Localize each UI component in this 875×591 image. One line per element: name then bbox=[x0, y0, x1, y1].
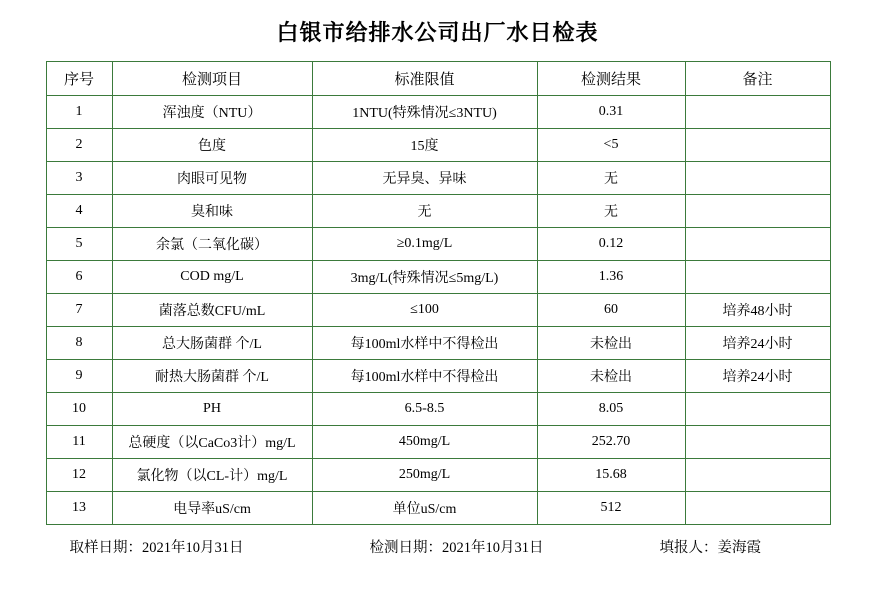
table-row bbox=[46, 360, 830, 393]
table-row bbox=[46, 195, 830, 228]
cell-remark bbox=[685, 492, 830, 525]
cell-item: 浑浊度（NTU） bbox=[112, 96, 312, 129]
cell-result: 0.31 bbox=[537, 96, 685, 129]
cell-no: 4 bbox=[46, 195, 112, 228]
cell-no: 12 bbox=[46, 459, 112, 492]
test-date: 检测日期：2021年10月31日 bbox=[369, 540, 544, 556]
cell-no: 13 bbox=[46, 492, 112, 525]
cell-remark bbox=[685, 261, 830, 294]
cell-standard: 15度 bbox=[312, 129, 537, 162]
cell-item: 耐热大肠菌群 个/L bbox=[112, 360, 312, 393]
table-row bbox=[46, 261, 830, 294]
table-header bbox=[46, 62, 830, 96]
column-header-item: 检测项目 bbox=[112, 62, 312, 96]
cell-item: 氯化物（以CL-计）mg/L bbox=[112, 459, 312, 492]
cell-item: 电导率uS/cm bbox=[112, 492, 312, 525]
cell-item: 余氯（二氧化碳） bbox=[112, 228, 312, 261]
cell-standard: 450mg/L bbox=[312, 426, 537, 459]
cell-standard: 每100ml水样中不得检出 bbox=[312, 327, 537, 360]
cell-remark: 培养24小时 bbox=[685, 360, 830, 393]
cell-remark bbox=[685, 426, 830, 459]
table-row bbox=[46, 393, 830, 426]
cell-standard: 单位uS/cm bbox=[312, 492, 537, 525]
cell-no: 9 bbox=[46, 360, 112, 393]
column-header-remark: 备注 bbox=[685, 62, 830, 96]
cell-remark bbox=[685, 129, 830, 162]
cell-result: 1.36 bbox=[537, 261, 685, 294]
table-row bbox=[46, 426, 830, 459]
table-row bbox=[46, 96, 830, 129]
cell-no: 11 bbox=[46, 426, 112, 459]
cell-standard: 3mg/L(特殊情况≤5mg/L) bbox=[312, 261, 537, 294]
cell-remark bbox=[685, 228, 830, 261]
water-quality-table bbox=[46, 61, 831, 525]
cell-no: 1 bbox=[46, 96, 112, 129]
reporter: 填报人：姜海霞 bbox=[659, 540, 761, 556]
cell-item: 肉眼可见物 bbox=[112, 162, 312, 195]
cell-item: COD mg/L bbox=[112, 261, 312, 294]
cell-result: 未检出 bbox=[537, 327, 685, 360]
cell-remark bbox=[685, 459, 830, 492]
cell-no: 3 bbox=[46, 162, 112, 195]
table-row bbox=[46, 459, 830, 492]
column-header-no: 序号 bbox=[46, 62, 112, 96]
cell-result: 未检出 bbox=[537, 360, 685, 393]
cell-remark bbox=[685, 393, 830, 426]
column-header-std: 标准限值 bbox=[312, 62, 537, 96]
cell-standard: 无 bbox=[312, 195, 537, 228]
report-table-container bbox=[46, 61, 830, 525]
table-row bbox=[46, 492, 830, 525]
cell-no: 10 bbox=[46, 393, 112, 426]
cell-result: 15.68 bbox=[537, 459, 685, 492]
table-header-row bbox=[46, 62, 830, 96]
cell-item: 臭和味 bbox=[112, 195, 312, 228]
cell-standard: 每100ml水样中不得检出 bbox=[312, 360, 537, 393]
cell-result: 无 bbox=[537, 195, 685, 228]
cell-standard: ≤100 bbox=[312, 294, 537, 327]
cell-no: 2 bbox=[46, 129, 112, 162]
cell-result: 252.70 bbox=[537, 426, 685, 459]
table-row bbox=[46, 327, 830, 360]
cell-remark: 培养24小时 bbox=[685, 327, 830, 360]
cell-result: 无 bbox=[537, 162, 685, 195]
cell-standard: 6.5-8.5 bbox=[312, 393, 537, 426]
cell-result: 8.05 bbox=[537, 393, 685, 426]
table-body bbox=[46, 96, 830, 525]
cell-remark bbox=[685, 195, 830, 228]
cell-no: 8 bbox=[46, 327, 112, 360]
cell-no: 6 bbox=[46, 261, 112, 294]
cell-item: 总大肠菌群 个/L bbox=[112, 327, 312, 360]
cell-remark bbox=[685, 96, 830, 129]
table-row bbox=[46, 228, 830, 261]
cell-standard: ≥0.1mg/L bbox=[312, 228, 537, 261]
table-row bbox=[46, 129, 830, 162]
footer bbox=[46, 525, 830, 557]
table-row bbox=[46, 162, 830, 195]
table-row bbox=[46, 294, 830, 327]
cell-result: 60 bbox=[537, 294, 685, 327]
cell-item: PH bbox=[112, 393, 312, 426]
cell-item: 菌落总数CFU/mL bbox=[112, 294, 312, 327]
cell-result: 512 bbox=[537, 492, 685, 525]
cell-no: 5 bbox=[46, 228, 112, 261]
cell-item: 色度 bbox=[112, 129, 312, 162]
cell-result: <5 bbox=[537, 129, 685, 162]
cell-remark: 培养48小时 bbox=[685, 294, 830, 327]
cell-result: 0.12 bbox=[537, 228, 685, 261]
cell-standard: 250mg/L bbox=[312, 459, 537, 492]
cell-no: 7 bbox=[46, 294, 112, 327]
column-header-result: 检测结果 bbox=[537, 62, 685, 96]
cell-item: 总硬度（以CaCo3计）mg/L bbox=[112, 426, 312, 459]
cell-standard: 1NTU(特殊情况≤3NTU) bbox=[312, 96, 537, 129]
page-title: 白银市给排水公司出厂水日检表 bbox=[276, 20, 599, 45]
cell-standard: 无异臭、异味 bbox=[312, 162, 537, 195]
cell-remark bbox=[685, 162, 830, 195]
sample-date: 取样日期：2021年10月31日 bbox=[69, 540, 244, 556]
